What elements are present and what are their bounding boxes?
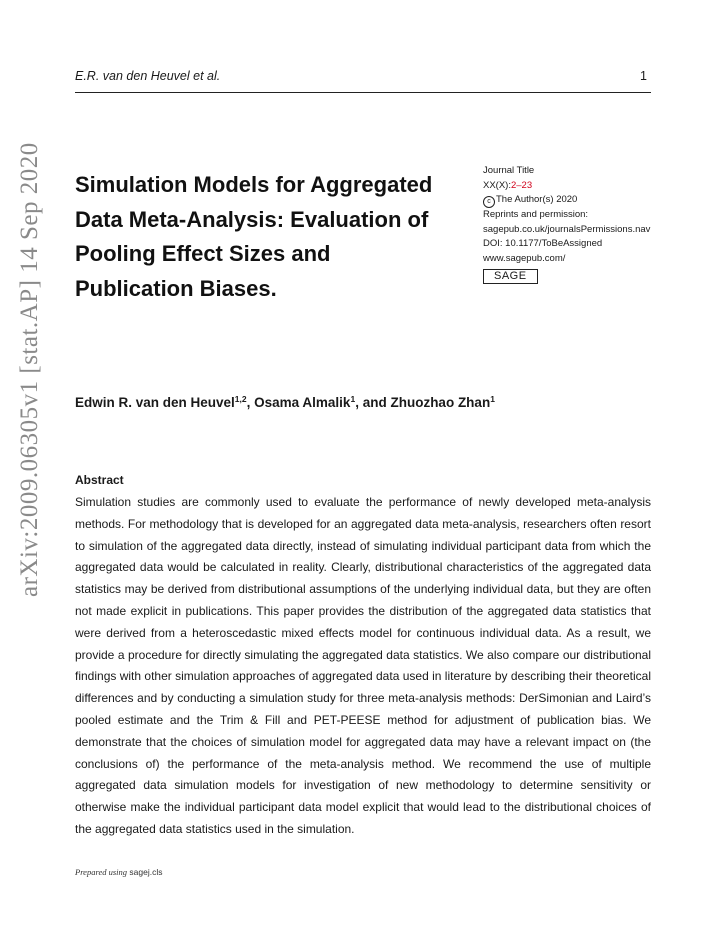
running-header-authors: E.R. van den Heuvel et al. [75,69,221,83]
author-name: Osama Almalik [254,395,351,410]
author-affiliation: 1 [350,394,356,404]
copyright-line [483,193,650,208]
abstract-body: Simulation studies are commonly used to evaluate the performance of newly developed meta-analysis methods. For methodology that is developed for an aggregated data meta-analysis, researchers often resort to simulation of the aggregated data directly, instead of simulating individual participant data from which the aggregated data would be calculated in reality. Clearly, distributional characteristics of the aggregated data statistics may be derived from distributional assumptions of the underlying individual data, but they are often not made explicit in publications. This paper provides the distribution of the aggregated data statistics that were derived from a heteroscedastic mixed effects model for continuous individual data. As a result, we provide a procedure for directly simulating the aggregated data statistics. We also compare our distributional findings with other simulation approaches of aggregated data used in literature by describing their theoretical differences and by conducting a simulation study for three meta-analysis methods: DerSimonian and Laird’s pooled estimate and the Trim & Fill and PET-PEESE method for adjustment of publication bias. We demonstrate that the choices of simulation model for aggregated data may have a relevant impact on (the conclusions of) the performance of the meta-analysis method. We recommend the use of multiple aggregated data simulation models for investigation of new methodology to determine sensitivity or otherwise make the individual participant data model explicit that would lead to the distributional choices of the aggregated data statistics used in the simulation. [75,495,651,836]
page-number: 1 [640,69,647,83]
copyright-icon: c [483,196,495,208]
author-name: Edwin R. van den Heuvel [75,395,235,410]
header-divider [75,92,651,93]
journal-title: Journal Title [483,165,535,176]
reprints-label: Reprints and permission: [483,209,589,221]
volume-prefix: XX(X): [483,179,511,191]
journal-info-box [483,164,650,284]
permissions-url: sagepub.co.uk/journalsPermissions.nav [483,223,651,235]
page-range-link[interactable]: 2–23 [510,179,533,191]
abstract-heading: Abstract [75,473,124,487]
author-list [75,395,495,410]
author-separator: , [246,395,255,410]
class-file-name: sagej.cls [129,867,163,877]
paper-title: Simulation Models for Aggregated Data Meta-Analysis: Evaluation of Pooling Effect Sizes and Publication Biases. [75,172,433,301]
prepared-using-label: Prepared using [75,867,128,877]
sage-logo: SAGE [483,269,538,284]
doi: DOI: 10.1177/ToBeAssigned [483,238,603,250]
footer-note [75,867,162,877]
copyright-text: The Author(s) 2020 [496,194,578,206]
publisher-website: www.sagepub.com/ [483,252,566,264]
author-name: Zhuozhao Zhan [390,395,491,410]
journal-volume [483,179,650,194]
author-separator: , and [355,395,391,410]
author-affiliation: 1 [490,394,495,404]
author-affiliation: 1,2 [234,394,247,404]
arxiv-identifier-stamp: arXiv:2009.06305v1 [stat.AP] 14 Sep 2020 [16,142,43,598]
